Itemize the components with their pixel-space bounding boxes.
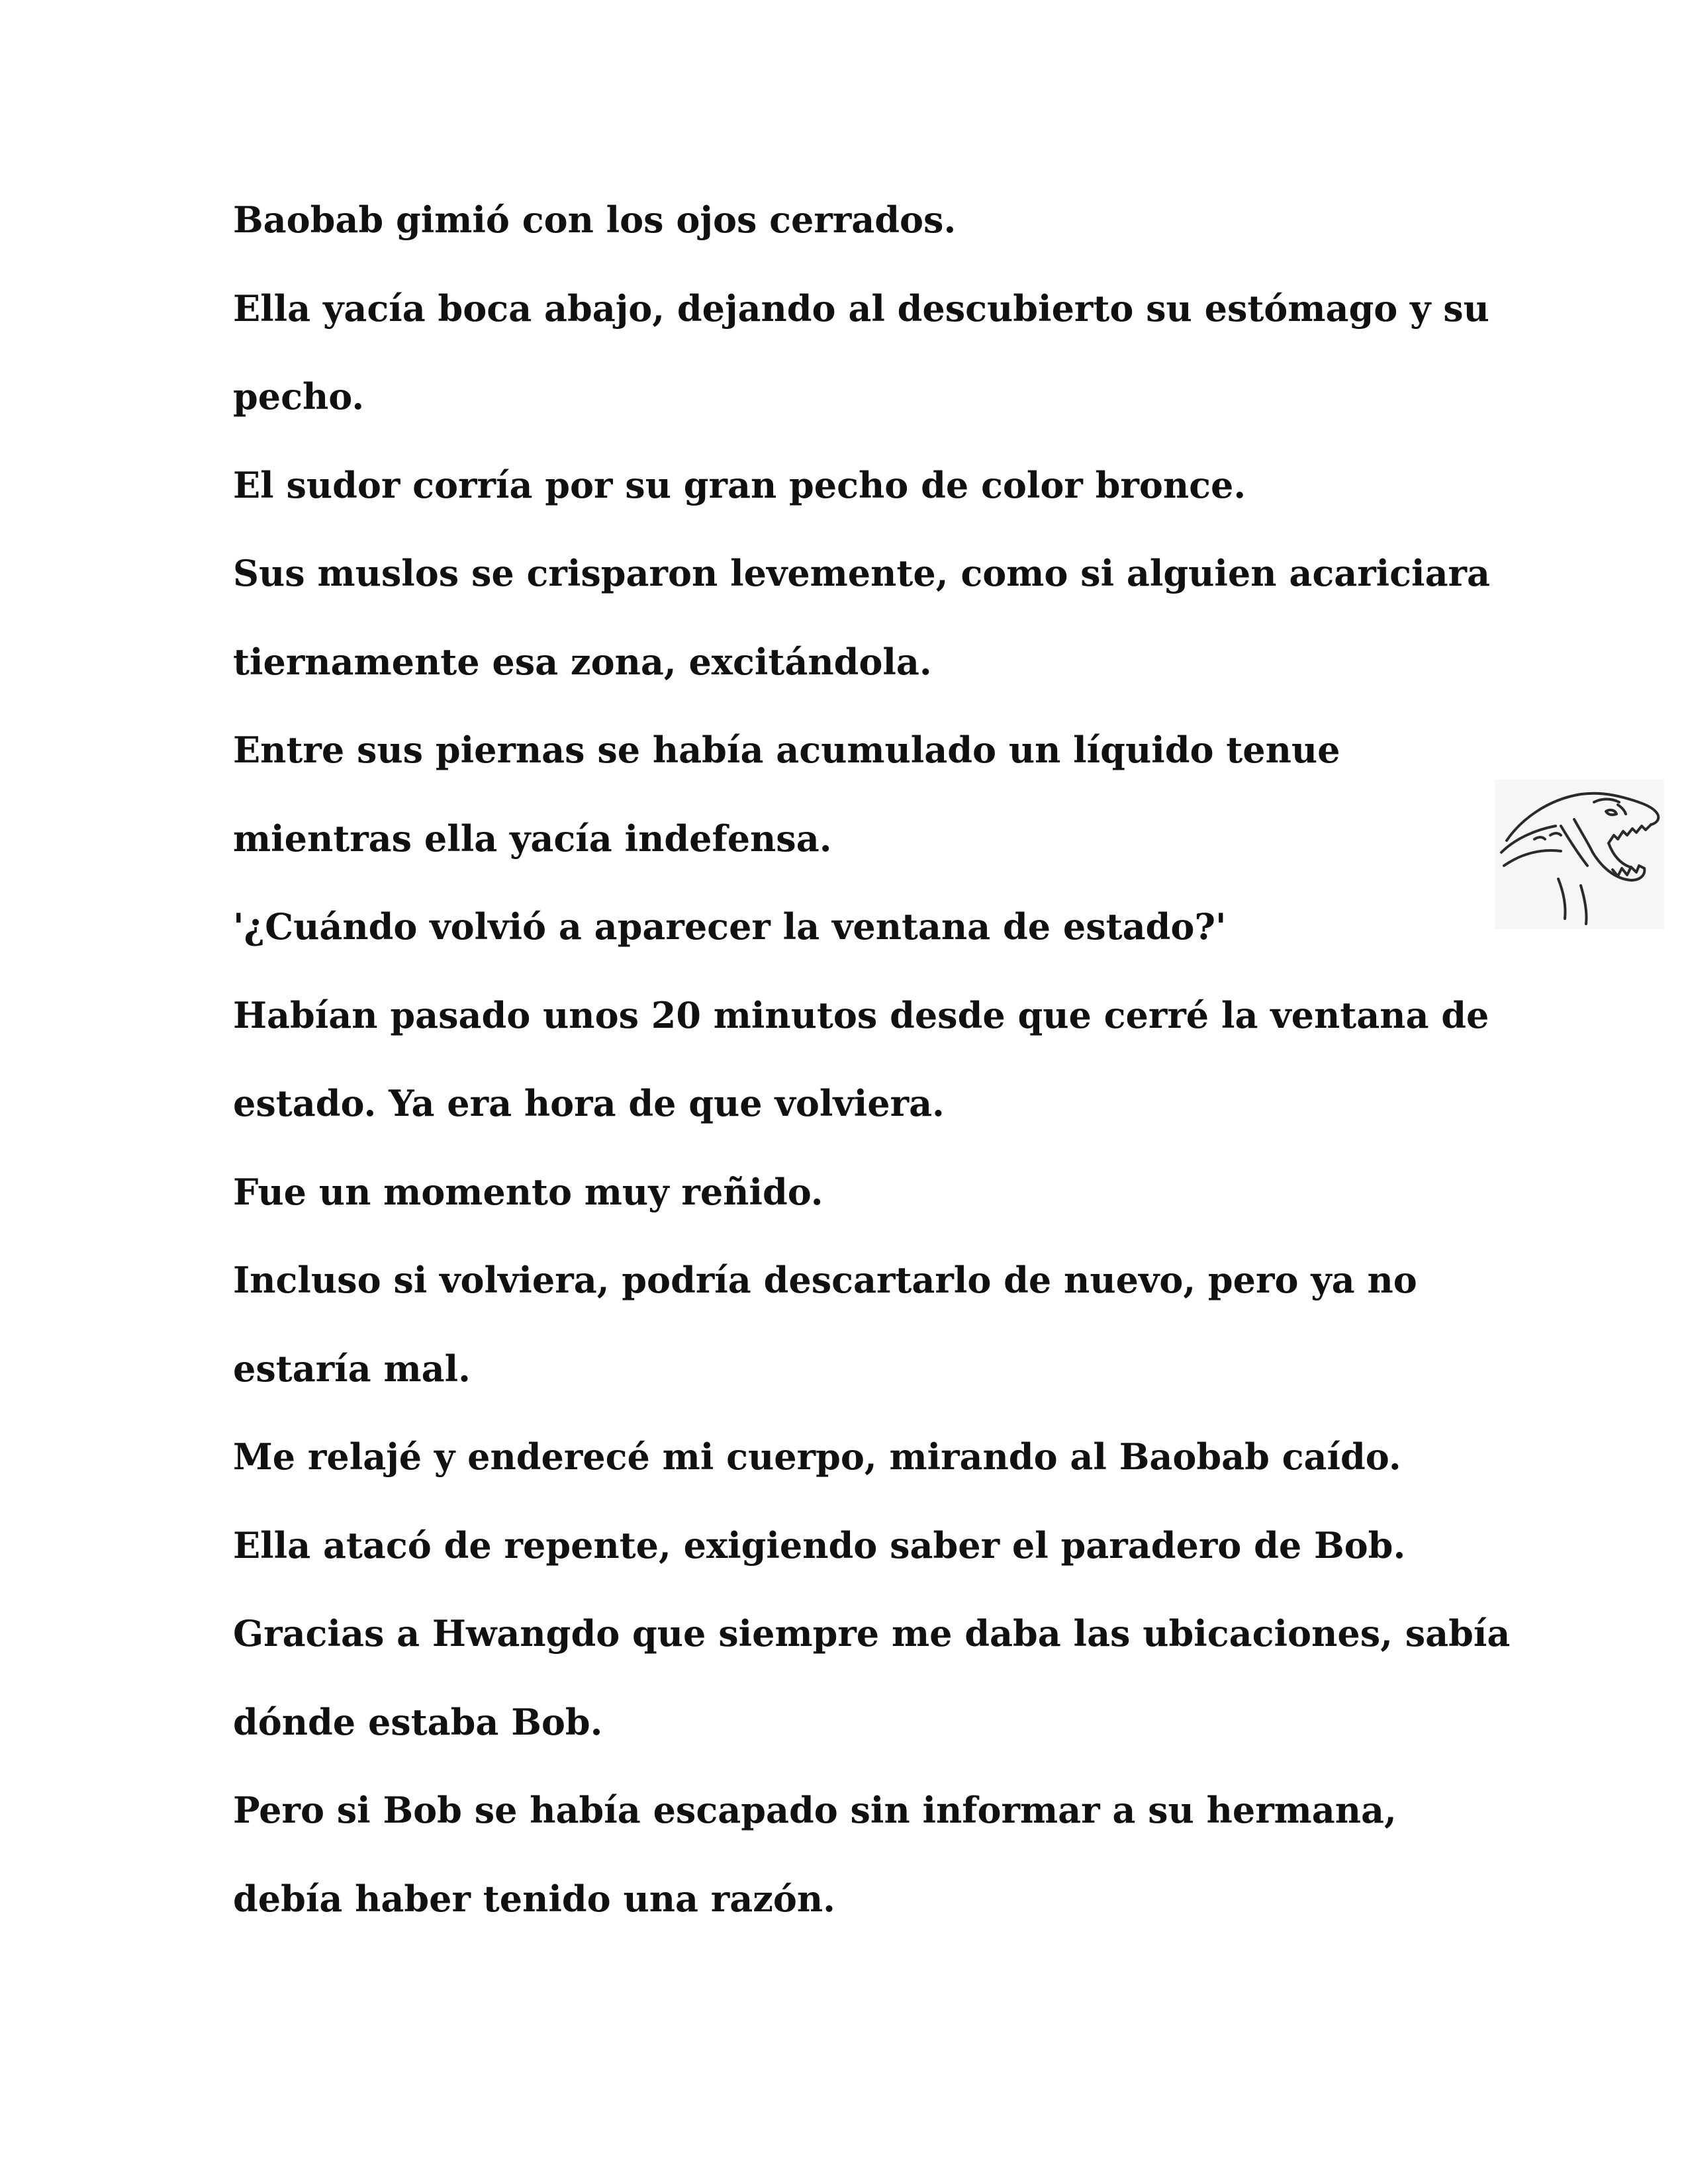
text-line: Incluso si volviera, podría descartarlo de nuevo, pero ya no xyxy=(233,1259,1417,1301)
text-line: tiernamente esa zona, excitándola. xyxy=(233,640,932,683)
text-line: mientras ella yacía indefensa. xyxy=(233,817,832,860)
body-text xyxy=(233,187,1511,1954)
text-line: dónde estaba Bob. xyxy=(233,1700,603,1743)
text-line: Baobab gimió con los ojos cerrados. xyxy=(233,199,957,241)
text-line: Ella atacó de repente, exigiendo saber el paradero de Bob. xyxy=(233,1524,1406,1567)
dinosaur-head-icon xyxy=(1495,780,1664,929)
text-line: estado. Ya era hora de que volviera. xyxy=(233,1082,945,1124)
text-line: '¿Cuándo volvió a aparecer la ventana de estado?' xyxy=(233,905,1227,948)
text-line: Fue un momento muy reñido. xyxy=(233,1170,823,1213)
text-line: Gracias a Hwangdo que siempre me daba las ubicaciones, sabía xyxy=(233,1612,1511,1655)
text-line: Habían pasado unos 20 minutos desde que cerré la ventana de xyxy=(233,993,1489,1036)
text-line: debía haber tenido una razón. xyxy=(233,1877,835,1920)
text-line: Entre sus piernas se había acumulado un líquido tenue xyxy=(233,729,1340,771)
text-line: El sudor corría por su gran pecho de color bronce. xyxy=(233,463,1246,506)
text-line: Sus muslos se crisparon levemente, como si alguien acariciara xyxy=(233,552,1490,594)
text-line: Me relajé y enderecé mi cuerpo, mirando al Baobab caído. xyxy=(233,1435,1401,1478)
text-line: Ella yacía boca abajo, dejando al descubierto su estómago y su xyxy=(233,287,1489,330)
text-line: Pero si Bob se había escapado sin informar a su hermana, xyxy=(233,1789,1397,1831)
text-line: estaría mal. xyxy=(233,1347,471,1390)
text-line: pecho. xyxy=(233,375,365,418)
